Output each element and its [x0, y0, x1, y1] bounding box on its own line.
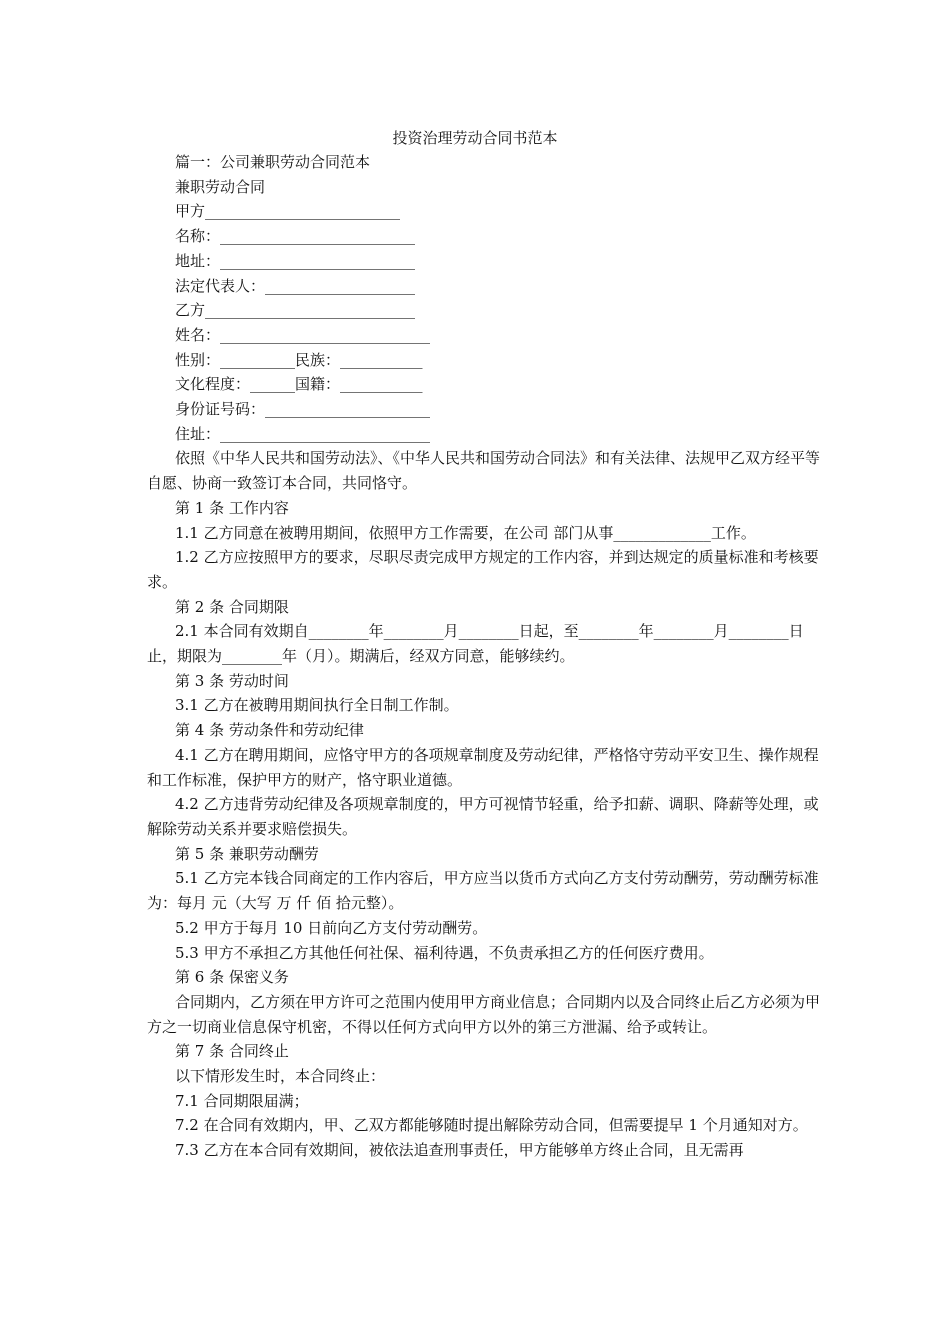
clause-paragraph: 5.3 甲方不承担乙方其他任何社保、福利待遇，不负责承担乙方的任何医疗费用。 — [175, 943, 714, 962]
party-a-field: 甲方__________________________ — [175, 202, 401, 221]
contract-heading: 兼职劳动合同 — [175, 177, 266, 196]
clause-paragraph: 7.1 合同期限届满； — [175, 1091, 309, 1110]
document-body — [147, 150, 821, 1163]
clause-paragraph: 4.2 乙方违背劳动纪律及各项规章制度的，甲方可视情节轻重，给予扣薪、调职、降薪等处理，或解除劳动关系并要求赔偿损失。 — [147, 795, 819, 838]
clause-paragraph: 5.1 乙方完本钱合同商定的工作内容后，甲方应当以货币方式向乙方支付劳动酬劳，劳动酬劳标准为：每月 元（大写 万 仟 佰 拾元整）。 — [147, 869, 819, 913]
article-heading: 第 2 条 合同期限 — [175, 597, 289, 616]
residence-field: 住址：____________________________ — [175, 424, 431, 443]
article-heading: 第 4 条 劳动条件和劳动纪律 — [175, 721, 364, 740]
party-a-name-field: 名称：__________________________ — [175, 227, 416, 246]
clause-paragraph: 1.1 乙方同意在被聘用期间，依照甲方工作需要，在公司 部门从事_____________工作。 — [175, 523, 756, 542]
education-nationality-field: 文化程度：______国籍：___________ — [175, 375, 423, 394]
party-a-address-field: 地址：__________________________ — [175, 251, 416, 270]
party-b-field: 乙方____________________________ — [175, 301, 416, 320]
article-heading: 第 7 条 合同终止 — [175, 1042, 289, 1061]
preamble-paragraph: 依照《中华人民共和国劳动法》、《中华人民共和国劳动合同法》和有关法律、法规甲乙双方经平等自愿、协商一致签订本合同，共同恪守。 — [147, 449, 821, 493]
clause-paragraph: 3.1 乙方在被聘用期间执行全日制工作制。 — [175, 696, 459, 715]
article-heading: 第 1 条 工作内容 — [175, 498, 289, 517]
clause-paragraph: 2.1 本合同有效期自________年________月________日起，至________年________月________日止，期限为________年（月）。期满后，经双方同意，能够续约。 — [147, 622, 804, 666]
confidentiality-paragraph: 合同期内，乙方须在甲方许可之范围内使用甲方商业信息；合同期内以及合同终止后乙方必须为甲方之一切商业信息保守机密，不得以任何方式向甲方以外的第三方泄漏、给予或转让。 — [147, 992, 821, 1036]
clause-paragraph: 4.1 乙方在聘用期间，应恪守甲方的各项规章制度及劳动纪律，严格恪守劳动平安卫生、操作规程和工作标准，保护甲方的财产，恪守职业道德。 — [147, 745, 819, 789]
article-heading: 第 6 条 保密义务 — [175, 968, 289, 987]
party-b-name-field: 姓名：____________________________ — [175, 325, 431, 344]
clause-paragraph: 7.3 乙方在本合同有效期间，被依法追查刑事责任，甲方能够单方终止合同，且无需再 — [175, 1141, 744, 1160]
gender-ethnicity-field: 性别：__________民族：___________ — [175, 350, 423, 369]
document-title: 投资治理劳动合同书范本 — [392, 129, 558, 147]
article-heading: 第 3 条 劳动时间 — [175, 671, 289, 690]
clause-paragraph: 1.2 乙方应按照甲方的要求，尽职尽责完成甲方规定的工作内容，并到达规定的质量标准和考核要求。 — [147, 548, 819, 591]
clause-paragraph: 7.2 在合同有效期内，甲、乙双方都能够随时提出解除劳动合同，但需要提早 1 个月通知对方。 — [175, 1116, 808, 1135]
section-heading: 篇一：公司兼职劳动合同范本 — [175, 153, 371, 171]
clause-paragraph: 5.2 甲方于每月 10 日前向乙方支付劳动酬劳。 — [175, 918, 488, 937]
legal-representative-field: 法定代表人：____________________ — [175, 276, 416, 295]
article-heading: 第 5 条 兼职劳动酬劳 — [175, 844, 319, 863]
clause-paragraph: 以下情形发生时，本合同终止： — [175, 1067, 386, 1086]
id-number-field: 身份证号码：______________________ — [175, 400, 431, 419]
